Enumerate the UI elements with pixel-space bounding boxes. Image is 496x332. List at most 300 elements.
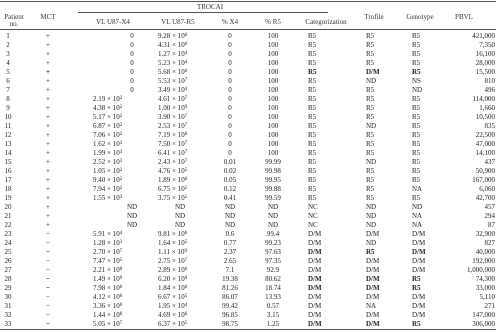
vl-x4-cell [93, 275, 122, 283]
vl-x4-cell-times-ten: × 10 [105, 140, 120, 148]
vl-r5-cell-mantissa: 6.75 [158, 185, 171, 193]
pct-r5-cell: 100 [267, 68, 279, 76]
categorization-cell: R5 [308, 59, 317, 67]
pct-x4-cell: 81.26 [222, 284, 238, 292]
trofile-cell: D/M [366, 275, 380, 283]
vl-x4-cell: 0 [130, 41, 134, 49]
vl-r5-cell [158, 95, 187, 103]
pbvl-cell: 810 [484, 77, 495, 85]
categorization-cell: R5 [308, 176, 317, 184]
pct-x4-cell: 0.01 [223, 158, 237, 166]
vl-r5-cell-mantissa: 2.89 [158, 266, 171, 274]
vl-r5-cell-mantissa: 4.69 [158, 311, 171, 319]
pbvl-cell: 827 [484, 239, 495, 247]
vl-x4-cell-times-ten: × 10 [105, 131, 120, 139]
vl-x4-cell-exponent: 5 [119, 258, 123, 263]
categorization-cell: D/M [308, 248, 322, 256]
mct-cell: + [46, 68, 50, 76]
categorization-cell: D/M [308, 302, 322, 310]
pct-r5-cell: 1.25 [266, 320, 280, 328]
vl-r5-cell: ND [174, 221, 186, 229]
vl-r5-cell [158, 320, 187, 328]
genotype-cell: D/M [412, 239, 426, 247]
vl-r5-cell-times-ten: × 10 [170, 284, 185, 292]
vl-x4-cell [93, 122, 122, 130]
pbvl-cell: 1,000,000 [467, 266, 495, 274]
mct-cell: − [46, 257, 50, 265]
genotype-cell: NA [412, 185, 423, 193]
pct-x4-cell: 0 [228, 131, 232, 139]
mct-cell: + [46, 140, 50, 148]
pct-r5-cell: 100 [267, 77, 279, 85]
categorization-cell: D/M [308, 311, 322, 319]
patient-no-cell: 9 [6, 104, 10, 112]
vl-r5-cell [158, 50, 187, 58]
pbvl-cell: 74,300 [475, 275, 495, 283]
vl-r5-cell-exponent: 5 [184, 240, 188, 245]
vl-x4-cell: 0 [130, 32, 134, 40]
pct-r5-cell: ND [267, 221, 279, 229]
genotype-cell: R5 [412, 167, 421, 175]
vl-r5-cell [158, 194, 187, 202]
pbvl-cell: 50,900 [475, 167, 495, 175]
vl-x4-cell: ND [126, 212, 138, 220]
vl-r5-cell [158, 167, 187, 175]
pct-r5-cell: 99.88 [265, 185, 281, 193]
categorization-cell: R5 [308, 41, 317, 49]
pct-r5-cell: 100 [267, 32, 279, 40]
vl-r5-cell-exponent: 7 [184, 150, 188, 155]
pbvl-cell: 6,060 [479, 185, 495, 193]
pbvl-cell: 16,100 [475, 50, 495, 58]
patient-no-cell: 30 [4, 293, 12, 301]
genotype-cell: D/M [412, 266, 426, 274]
vl-x4-cell [93, 257, 122, 265]
vl-r5-cell-times-ten: × 10 [170, 194, 185, 202]
vl-r5-cell-mantissa: 3.90 [158, 113, 171, 121]
pct-x4-cell: 0 [228, 77, 232, 85]
pct-r5-cell: 99.99 [265, 158, 281, 166]
vl-r5-cell [158, 41, 187, 49]
vl-x4-cell-exponent: 3 [119, 150, 123, 155]
categorization-cell: R5 [308, 32, 317, 40]
vl-x4-cell-times-ten: × 10 [105, 275, 120, 283]
vl-x4-cell [93, 302, 122, 310]
categorization-cell: NC [308, 203, 318, 211]
trofile-cell: D/M [366, 266, 380, 274]
pct-r5-cell: 3.15 [266, 311, 280, 319]
vl-r5-cell-exponent: 6 [184, 285, 188, 290]
mct-cell: + [46, 95, 50, 103]
categorization-cell: R5 [308, 122, 317, 130]
pbvl-cell: 87 [488, 221, 495, 229]
top-rule [0, 1, 496, 2]
vl-x4-cell [93, 266, 122, 274]
vl-r5-cell: ND [174, 203, 186, 211]
vl-x4-cell-times-ten: × 10 [105, 302, 120, 310]
header-pct-x4: % X4 [221, 18, 239, 26]
trofile-cell: R5 [366, 176, 375, 184]
vl-x4-cell-exponent: 3 [119, 159, 123, 164]
pbvl-cell: 15,500 [475, 68, 495, 76]
pct-x4-cell: 0.12 [223, 185, 237, 193]
mct-cell: + [46, 185, 50, 193]
trofile-cell: R5 [366, 149, 375, 157]
vl-x4-cell-exponent: 6 [119, 285, 123, 290]
vl-x4-cell-exponent: 3 [119, 141, 123, 146]
patient-no-cell: 2 [6, 41, 10, 49]
categorization-cell: NC [308, 212, 318, 220]
header-bottom-rule [0, 29, 496, 30]
pct-r5-cell: 0.57 [266, 302, 280, 310]
vl-x4-cell [93, 140, 122, 148]
pbvl-cell: 42,700 [475, 194, 495, 202]
pbvl-cell: 22,500 [475, 131, 495, 139]
mct-cell: + [46, 122, 50, 130]
vl-x4-cell-exponent: 2 [119, 96, 123, 101]
pct-x4-cell: 19.38 [222, 275, 238, 283]
genotype-cell: R5 [412, 176, 421, 184]
vl-r5-cell-exponent: 7 [184, 78, 188, 83]
mct-cell: + [46, 212, 50, 220]
trofile-cell: ND [366, 122, 377, 130]
genotype-cell: R5 [412, 59, 421, 67]
vl-x4-cell [93, 131, 122, 139]
vl-r5-cell-times-ten: × 10 [170, 50, 185, 58]
vl-r5-cell-times-ten: × 10 [170, 293, 185, 301]
patient-no-cell: 4 [6, 59, 10, 67]
pbvl-cell: 496 [484, 86, 495, 94]
pbvl-cell: 457 [484, 203, 495, 211]
pct-x4-cell: ND [224, 221, 236, 229]
vl-x4-cell-times-ten: × 10 [105, 284, 120, 292]
vl-r5-cell-mantissa: 7.50 [158, 140, 171, 148]
vl-r5-cell-times-ten: × 10 [170, 167, 185, 175]
pbvl-cell: 1,660 [479, 104, 495, 112]
trofile-cell: R5 [366, 113, 375, 121]
pct-x4-cell: ND [224, 203, 236, 211]
vl-x4-cell: 0 [130, 77, 134, 85]
trofile-cell: ND [366, 158, 377, 166]
vl-r5-cell-exponent: 5 [184, 186, 188, 191]
genotype-cell: D/M [412, 248, 426, 256]
header-patient-no: Patient no. [4, 13, 24, 28]
patient-no-cell: 27 [4, 266, 12, 274]
vl-x4-cell-times-ten: × 10 [105, 248, 120, 256]
vl-r5-cell [158, 68, 187, 76]
genotype-cell: R5 [412, 194, 421, 202]
vl-x4-cell-times-ten: × 10 [105, 239, 120, 247]
vl-x4-cell [93, 248, 122, 256]
vl-r5-cell-mantissa: 2.53 [158, 122, 171, 130]
patient-no-cell: 33 [4, 320, 12, 328]
vl-r5-cell-times-ten: × 10 [170, 239, 185, 247]
vl-x4-cell-exponent: 2 [119, 186, 123, 191]
vl-r5-cell-exponent: 5 [184, 168, 188, 173]
vl-r5-cell-times-ten: × 10 [170, 95, 185, 103]
pct-x4-cell: 2.37 [223, 248, 237, 256]
categorization-cell: D/M [308, 320, 322, 328]
pct-r5-cell: 100 [267, 86, 279, 94]
vl-x4-cell [93, 284, 122, 292]
genotype-cell: D/M [412, 311, 426, 319]
vl-r5-cell-exponent: 7 [184, 258, 188, 263]
pbvl-cell: 14,100 [475, 149, 495, 157]
vl-x4-cell-times-ten: × 10 [105, 149, 120, 157]
genotype-cell: R5 [412, 113, 421, 121]
mct-cell: − [46, 311, 50, 319]
vl-r5-cell [158, 284, 187, 292]
vl-x4-cell-mantissa: 5.05 [93, 320, 106, 328]
categorization-cell: R5 [308, 86, 317, 94]
vl-x4-cell-mantissa: 7.47 [93, 257, 106, 265]
pct-x4-cell: 0 [228, 104, 232, 112]
mct-cell: − [46, 284, 50, 292]
vl-r5-cell-times-ten: × 10 [170, 275, 185, 283]
vl-r5-cell-times-ten: × 10 [170, 86, 185, 94]
vl-x4-cell-times-ten: × 10 [105, 293, 120, 301]
vl-r5-cell-mantissa: 2.43 [158, 158, 171, 166]
vl-x4-cell-mantissa: 7.94 [93, 185, 106, 193]
pct-r5-cell: 100 [267, 104, 279, 112]
patient-no-cell: 15 [4, 158, 12, 166]
patient-no-cell: 19 [4, 194, 12, 202]
genotype-cell: R5 [412, 131, 421, 139]
categorization-cell: D/M [308, 266, 322, 274]
vl-r5-cell-exponent: 4 [184, 51, 188, 56]
genotype-cell: R5 [412, 95, 421, 103]
patient-no-cell: 12 [4, 131, 12, 139]
vl-r5-cell-exponent: 7 [184, 96, 188, 101]
vl-r5-cell-exponent: 4 [184, 87, 188, 92]
categorization-cell: R5 [308, 149, 317, 157]
trofile-cell: R5 [366, 131, 375, 139]
pbvl-cell: 421,000 [472, 32, 495, 40]
vl-r5-cell [158, 257, 187, 265]
vl-r5-cell-mantissa: 1.00 [158, 104, 171, 112]
trofile-cell: R5 [366, 86, 375, 94]
pct-x4-cell: 0 [228, 113, 232, 121]
header-pbvl: PBVL [455, 13, 473, 21]
vl-r5-cell [158, 185, 187, 193]
pct-x4-cell: 0 [228, 50, 232, 58]
mct-cell: + [46, 113, 50, 121]
trofile-cell: R5 [366, 167, 375, 175]
vl-x4-cell-times-ten: × 10 [105, 95, 120, 103]
pct-r5-cell: ND [267, 203, 279, 211]
trofile-cell: D/M [366, 257, 380, 265]
vl-r5-cell-times-ten: × 10 [170, 113, 185, 121]
vl-r5-cell [158, 158, 187, 166]
vl-r5-cell [158, 311, 187, 319]
pct-x4-cell: 0.6 [225, 230, 235, 238]
mct-cell: − [46, 275, 50, 283]
vl-x4-cell-mantissa: 1.05 [93, 167, 106, 175]
vl-r5-cell-times-ten: × 10 [170, 266, 185, 274]
vl-r5-cell-times-ten: × 10 [170, 257, 185, 265]
pct-r5-cell: 99.98 [265, 167, 281, 175]
vl-x4-cell-times-ten: × 10 [105, 311, 120, 319]
categorization-cell: R5 [308, 194, 317, 202]
trofile-cell: R5 [366, 95, 375, 103]
vl-x4-cell-exponent: 3 [119, 240, 123, 245]
categorization-cell: R5 [308, 167, 317, 175]
pbvl-cell: 47,000 [475, 140, 495, 148]
pct-x4-cell: 98.75 [222, 320, 238, 328]
genotype-cell: D/M [412, 302, 426, 310]
pct-r5-cell: 97.35 [265, 257, 281, 265]
pct-x4-cell: 0 [228, 86, 232, 94]
trofile-cell: ND [366, 239, 377, 247]
header-categorization: Categorization [305, 18, 347, 26]
vl-x4-cell [93, 95, 122, 103]
pct-x4-cell: 0.05 [223, 176, 237, 184]
trofile-cell: D/M [366, 68, 380, 76]
vl-x4-cell-exponent: 3 [119, 195, 123, 200]
vl-x4-cell: 0 [130, 50, 134, 58]
vl-x4-cell-exponent: 6 [119, 303, 123, 308]
trofile-cell: D/M [366, 311, 380, 319]
vl-r5-cell-times-ten: × 10 [170, 248, 185, 256]
patient-no-cell: 8 [6, 95, 10, 103]
categorization-cell: R5 [308, 95, 317, 103]
categorization-cell: D/M [308, 284, 322, 292]
patient-no-cell: 7 [6, 86, 10, 94]
categorization-cell: R5 [308, 131, 317, 139]
mct-cell: + [46, 50, 50, 58]
trofile-cell: R5 [366, 140, 375, 148]
genotype-cell: R5 [412, 140, 421, 148]
pct-x4-cell: 0 [228, 140, 232, 148]
pct-r5-cell: 100 [267, 95, 279, 103]
vl-r5-cell-mantissa: 9.28 [158, 32, 171, 40]
patient-no-cell: 22 [4, 221, 12, 229]
vl-r5-cell-times-ten: × 10 [170, 149, 185, 157]
vl-x4-cell [93, 185, 122, 193]
genotype-cell: D/M [412, 230, 426, 238]
trofile-cell: R5 [366, 32, 375, 40]
header-vl-r5: VL U87-R5 [161, 18, 195, 26]
vl-r5-cell-times-ten: × 10 [170, 185, 185, 193]
trofile-cell: R5 [366, 194, 375, 202]
trofile-cell: R5 [366, 41, 375, 49]
vl-r5-cell-exponent: 5 [184, 195, 188, 200]
mct-cell: − [46, 302, 50, 310]
vl-r5-cell-exponent: 5 [184, 294, 188, 299]
mct-cell: + [46, 149, 50, 157]
vl-x4-cell-mantissa: 1.49 [93, 275, 106, 283]
pbvl-cell: 835 [484, 122, 495, 130]
mct-cell: − [46, 248, 50, 256]
vl-r5-cell-exponent: 6 [184, 312, 188, 317]
vl-r5-cell-exponent: 9 [184, 276, 188, 281]
vl-x4-cell-mantissa: 7.06 [93, 131, 106, 139]
patient-no-cell: 32 [4, 311, 12, 319]
pct-r5-cell: 80.62 [265, 275, 281, 283]
vl-r5-cell [158, 122, 187, 130]
vl-r5-cell-mantissa: 4.76 [158, 167, 171, 175]
trofile-cell: ND [366, 77, 377, 85]
vl-r5-cell [158, 86, 187, 94]
trofile-cell: R5 [366, 104, 375, 112]
vl-r5-cell-exponent: 4 [184, 303, 188, 308]
vl-r5-cell-exponent: 9 [184, 249, 187, 254]
header-mct: MCT [40, 13, 56, 21]
vl-r5-cell-times-ten: × 10 [170, 158, 185, 166]
trofile-cell: R5 [366, 248, 375, 256]
pct-x4-cell: 0 [228, 95, 232, 103]
pct-r5-cell: 100 [267, 149, 279, 157]
categorization-cell: R5 [308, 140, 317, 148]
pct-r5-cell: 99.95 [265, 176, 281, 184]
pct-x4-cell: 0 [228, 32, 232, 40]
pbvl-cell: 40,000 [475, 248, 495, 256]
patient-no-cell: 28 [4, 275, 12, 283]
genotype-cell: R5 [412, 41, 421, 49]
vl-x4-cell [93, 104, 122, 112]
vl-x4-cell-exponent: 2 [119, 123, 123, 128]
vl-x4-cell-times-ten: × 10 [105, 230, 120, 238]
pbvl-cell: 114,000 [472, 95, 495, 103]
vl-r5-cell-mantissa: 9.81 [158, 230, 171, 238]
mct-cell: + [46, 194, 50, 202]
categorization-cell: R5 [308, 113, 317, 121]
patient-no-cell: 20 [4, 203, 12, 211]
vl-x4-cell-exponent: 2 [119, 168, 123, 173]
vl-r5-cell-mantissa: 3.49 [158, 86, 171, 94]
pct-x4-cell: 7.1 [225, 266, 235, 274]
pbvl-cell: 294 [484, 212, 495, 220]
vl-x4-cell-exponent: 7 [119, 321, 123, 326]
mct-cell: − [46, 293, 50, 301]
vl-x4-cell-exponent: 2 [119, 114, 123, 119]
vl-r5-cell-mantissa: 3.75 [158, 194, 171, 202]
categorization-cell: R5 [308, 77, 317, 85]
vl-r5-cell-mantissa: 1.84 [158, 284, 171, 292]
pct-r5-cell: 97.63 [265, 248, 281, 256]
trofile-cell: D/M [366, 320, 380, 328]
vl-r5-cell-mantissa: 1.89 [158, 176, 171, 184]
vl-x4-cell-exponent: 2 [119, 177, 123, 182]
pbvl-cell: 32,900 [475, 230, 495, 238]
patient-no-cell: 13 [4, 140, 12, 148]
pct-x4-cell: 0 [228, 122, 232, 130]
pct-x4-cell: 0.77 [223, 239, 237, 247]
vl-x4-cell-times-ten: × 10 [105, 185, 120, 193]
genotype-cell: ND [412, 203, 423, 211]
vl-r5-cell-times-ten: × 10 [170, 230, 185, 238]
vl-x4-cell-times-ten: × 10 [105, 320, 120, 328]
pbvl-cell: 5,110 [479, 293, 495, 301]
vl-r5-cell [158, 149, 187, 157]
patient-no-cell: 10 [4, 113, 12, 121]
header-trofile: Trofile [364, 13, 384, 21]
genotype-cell: R5 [412, 320, 421, 328]
genotype-cell: R5 [412, 32, 421, 40]
categorization-cell: D/M [308, 257, 322, 265]
mct-cell: + [46, 104, 50, 112]
vl-x4-cell-times-ten: × 10 [105, 167, 120, 175]
vl-r5-cell-mantissa: 6.67 [158, 293, 171, 301]
pbvl-cell: 306,000 [472, 320, 495, 328]
patient-no-cell: 1 [6, 32, 10, 40]
patient-no-cell: 21 [4, 212, 12, 220]
vl-x4-cell [93, 311, 122, 319]
mct-cell: + [46, 176, 50, 184]
categorization-cell: R5 [308, 158, 317, 166]
pct-x4-cell: 0.02 [223, 167, 237, 175]
patient-no-cell: 26 [4, 257, 12, 265]
